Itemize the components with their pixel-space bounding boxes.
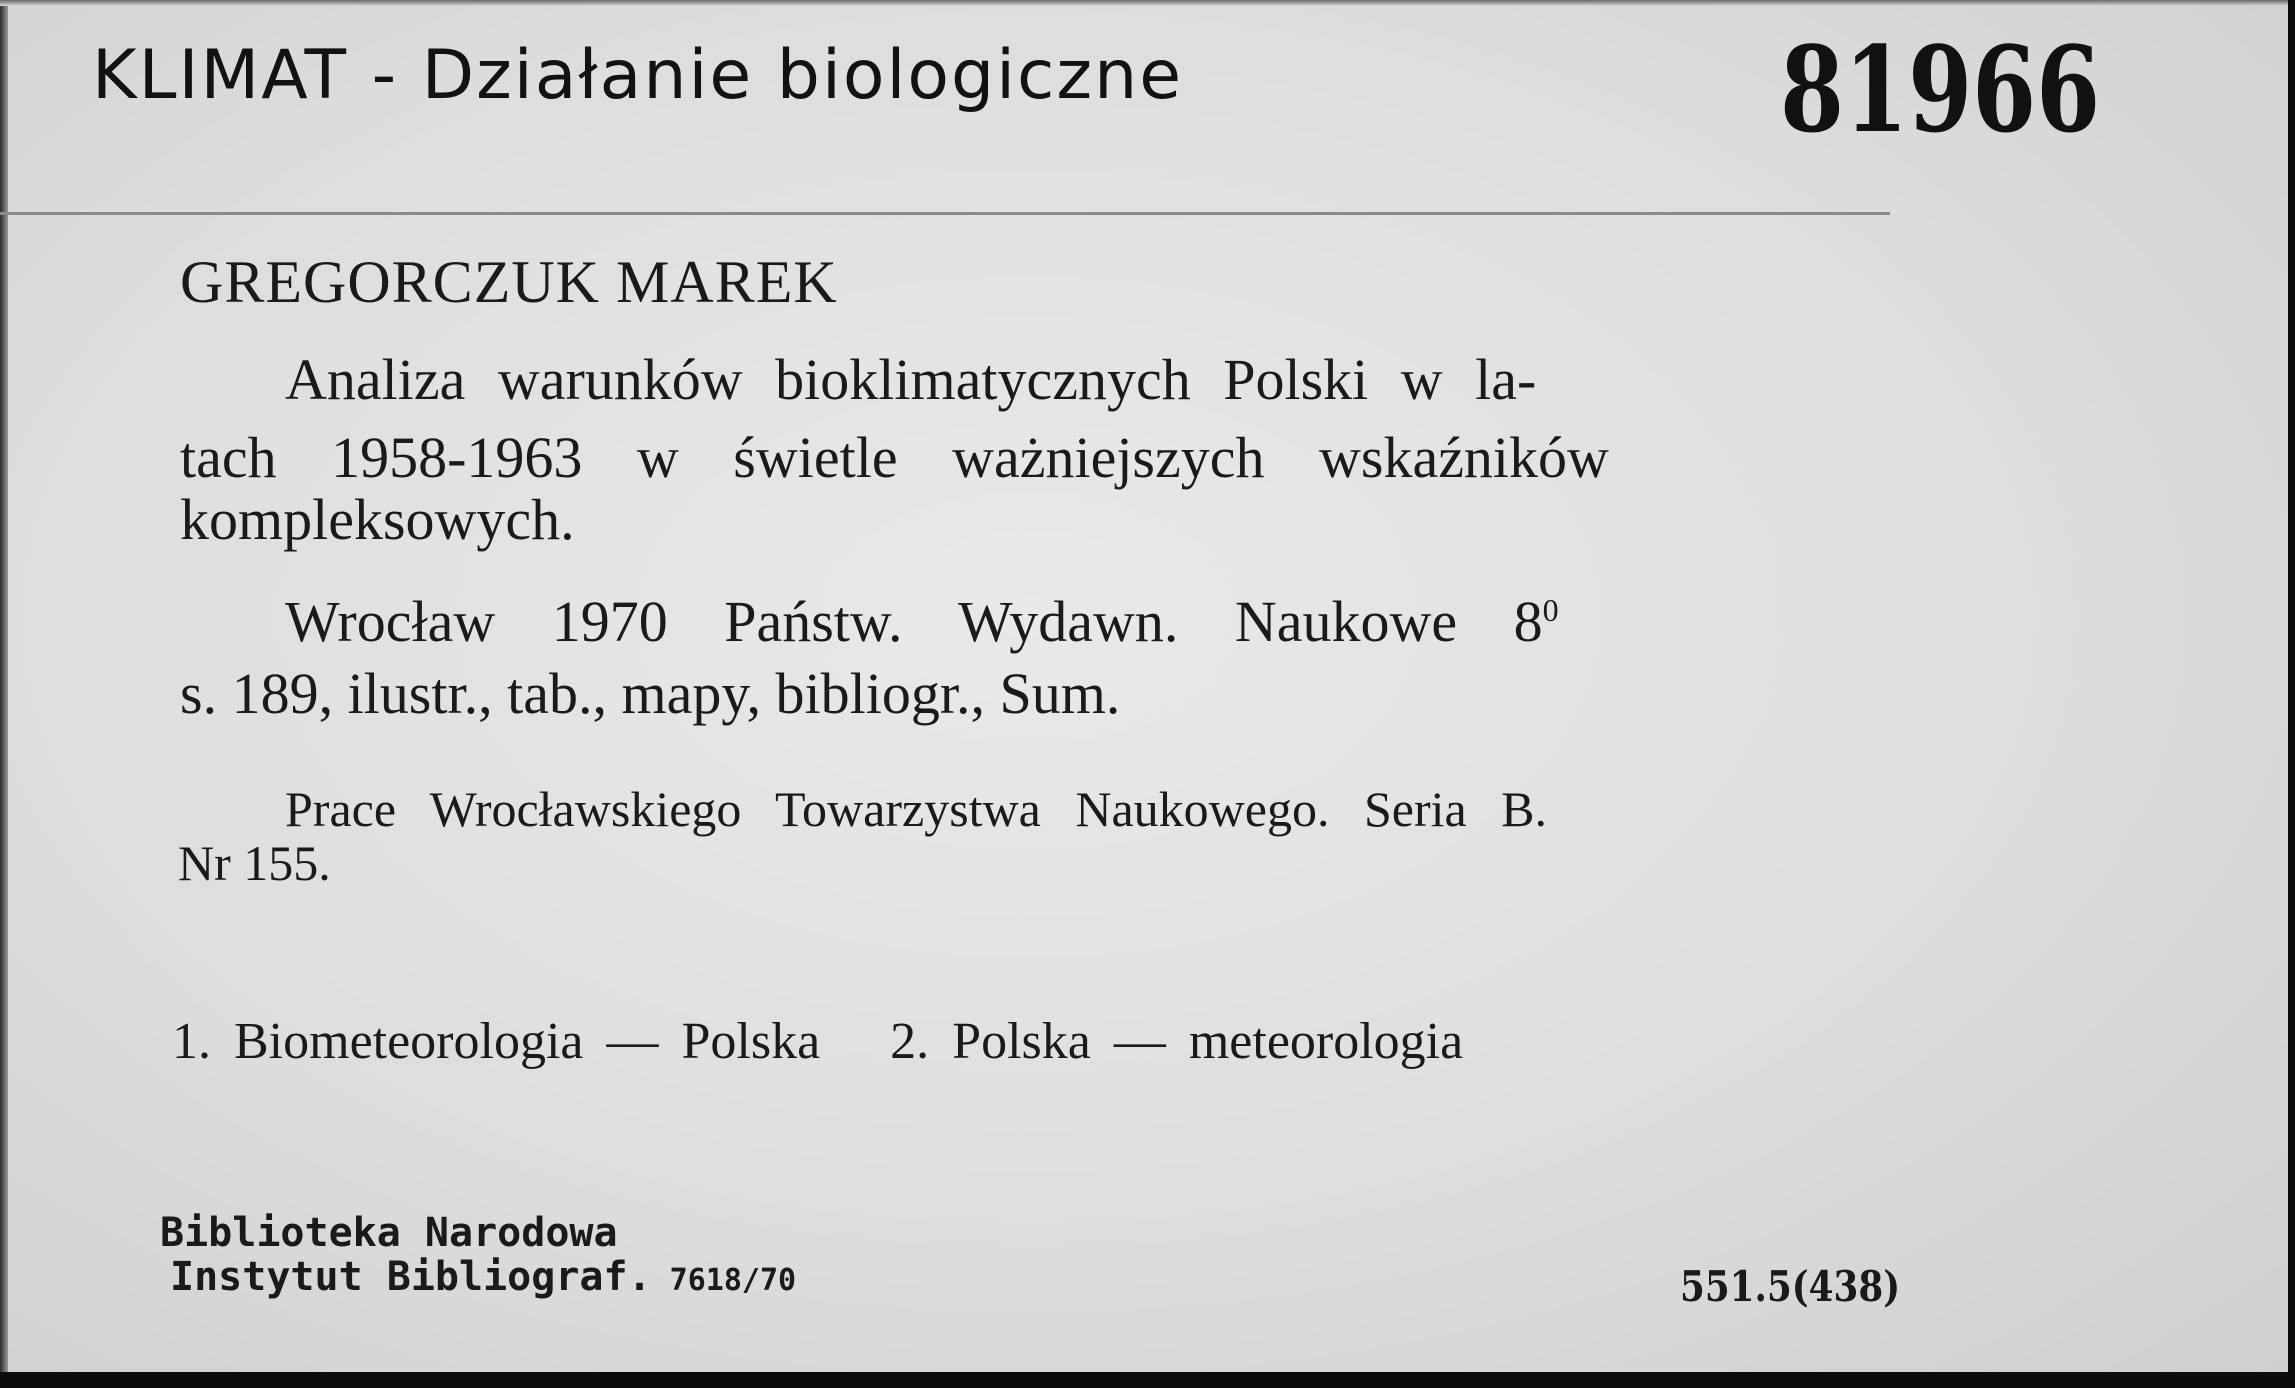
card-left-edge — [0, 0, 8, 1372]
format-superscript: 0 — [1542, 592, 1559, 628]
udc-classification: 551.5(438) — [1680, 1262, 1901, 1311]
author-name: GREGORCZUK MAREK — [180, 249, 838, 315]
title-line: Analiza warunków bioklimatycznych Polski w la- — [285, 347, 1537, 412]
call-number: 81966 — [1780, 20, 2101, 159]
title-line: kompleksowych. — [180, 487, 575, 552]
subject-heading: KLIMAT - Działanie biologiczne — [92, 36, 1184, 115]
subject-tracing: 1. Biometeorologia — Polska — [172, 1013, 821, 1070]
card-top-edge — [0, 0, 2288, 6]
heading-divider — [0, 212, 1890, 215]
series-line: Nr 155. — [178, 835, 331, 891]
institution-department-text: Instytut Bibliograf. — [170, 1254, 652, 1300]
publication-text: Wrocław 1970 Państw. Wydawn. Naukowe 8 — [285, 589, 1543, 654]
title-line: tach 1958-1963 w świetle ważniejszych wskaźników — [180, 425, 1609, 490]
subject-tracings — [172, 1012, 1463, 1071]
collation-line: s. 189, ilustr., tab., mapy, bibliogr., Sum. — [180, 661, 1121, 726]
publication-line — [285, 588, 1559, 655]
institution-name: Biblioteka Narodowa — [160, 1210, 618, 1256]
card-reference: 7618/70 — [669, 1263, 797, 1298]
institution-department — [170, 1254, 796, 1300]
series-line: Prace Wrocławskiego Towarzystwa Naukowego. Seria B. — [285, 781, 1548, 837]
subject-tracing: 2. Polska — meteorologia — [890, 1013, 1464, 1070]
